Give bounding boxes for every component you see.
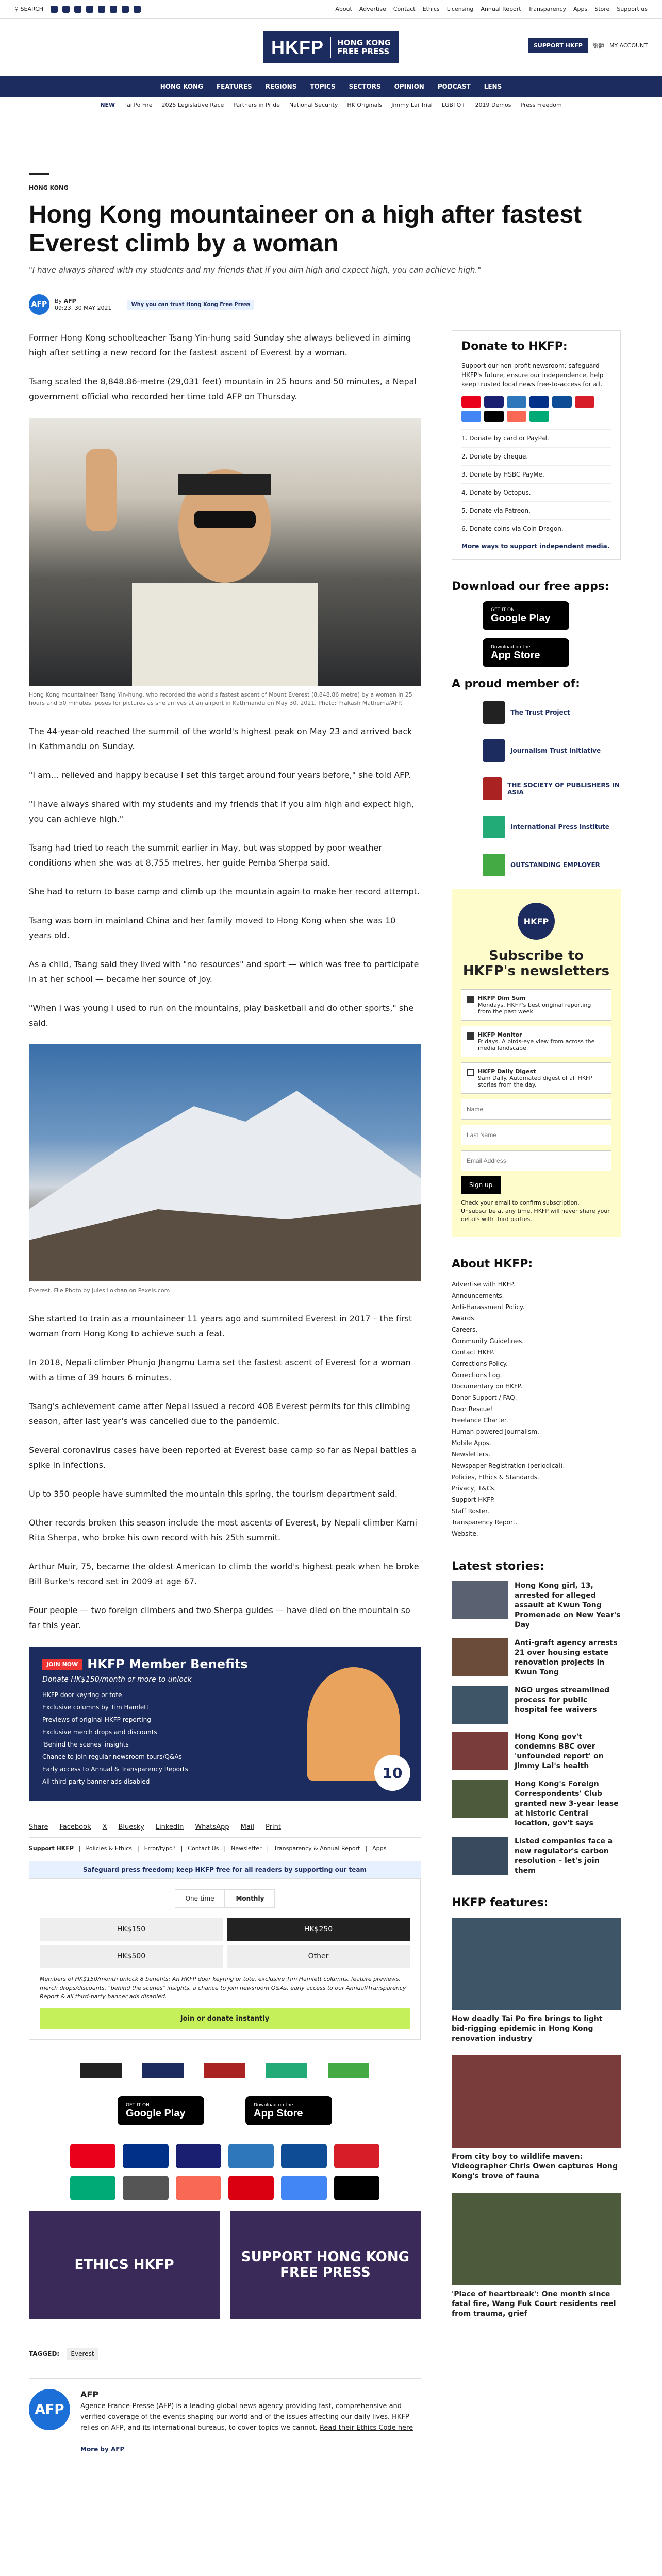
youtube-icon[interactable]	[98, 6, 105, 13]
patreon-icon	[507, 411, 526, 422]
divider	[29, 173, 49, 175]
telegram-icon[interactable]	[110, 6, 117, 13]
applepay-icon	[484, 411, 504, 422]
octopus-icon	[529, 411, 549, 422]
features-title: HKFP features:	[452, 1896, 549, 1909]
trending-item[interactable]: Jimmy Lai Trial	[391, 101, 433, 108]
feature-image[interactable]	[452, 1918, 621, 2010]
about-title: About HKFP:	[452, 1258, 533, 1270]
story-title[interactable]: Hong Kong's Foreign Correspondents' Club granted new 3-year lease at historic Central location, gov't says	[515, 1780, 619, 1827]
by-label: By	[55, 298, 62, 304]
story-thumbnail[interactable]	[452, 1638, 508, 1676]
nav-features[interactable]: FEATURES	[216, 83, 252, 90]
trending-bar	[0, 97, 662, 113]
about-link[interactable]: Staff Roster.	[452, 1507, 489, 1515]
about-link[interactable]: Newsletters.	[452, 1451, 490, 1458]
share-mail[interactable]: Mail	[240, 1823, 255, 1831]
nl-desc: 9am Daily. Automated digest of all HKFP stories from the day.	[478, 1075, 592, 1088]
octopus-icon	[70, 2176, 115, 2200]
about-link[interactable]: Advertise with HKFP.	[452, 1281, 515, 1288]
paragraph: Tsang's achievement came after Nepal issued a record 408 Everest permits for this climbing season, after last year's was cancelled due to the pandemic.	[29, 1401, 410, 1426]
join-donate-button[interactable]: Join or donate instantly	[40, 2008, 410, 2029]
article-header	[29, 113, 633, 315]
paragraph: Tsang scaled the 8,848.86-metre (29,031 feet) mountain in 25 hours and 50 minutes, a Nepal government official who recorded her time told AFP on Thursday.	[29, 377, 417, 401]
link-transparency[interactable]: Transparency & Annual Report	[274, 1845, 360, 1852]
amex-icon	[507, 396, 526, 408]
nl-name: HKFP Monitor	[478, 1031, 522, 1038]
topbar-link-store[interactable]: Store	[594, 6, 610, 12]
share-whatsapp[interactable]: WhatsApp	[195, 1823, 229, 1831]
ethics-code-link[interactable]: Read their Ethics Code here	[319, 2424, 413, 2432]
link-error[interactable]: Error/typo?	[144, 1845, 176, 1852]
member-logo[interactable]	[452, 813, 621, 841]
checkbox-checked[interactable]	[467, 996, 474, 1003]
ipi-icon	[483, 816, 505, 838]
feature-image[interactable]	[452, 2055, 621, 2148]
features-box	[452, 1896, 621, 2319]
threads-icon[interactable]	[86, 6, 93, 13]
latest-story[interactable]	[452, 1780, 621, 1828]
about-link[interactable]: Announcements.	[452, 1292, 504, 1299]
member-name: OUTSTANDING EMPLOYER	[510, 861, 600, 869]
top-bar	[0, 0, 662, 19]
member-logo[interactable]	[452, 737, 621, 765]
signup-button[interactable]: Sign up	[461, 1176, 501, 1194]
tsang-photo	[29, 418, 421, 686]
member-logos-row	[29, 2055, 421, 2086]
newsletter-box	[452, 889, 621, 1237]
author-box-name[interactable]: AFP	[80, 2389, 99, 2399]
topbar-link-transparency[interactable]: Transparency	[528, 6, 566, 12]
member-box	[452, 677, 621, 879]
anniversary-badge: 10	[374, 1755, 410, 1791]
about-link[interactable]: Support HKFP.	[452, 1496, 495, 1503]
paragraph: "I have always shared with my students and my friends that if you aim high and expect high, you can achieve high."	[29, 799, 414, 824]
story-thumbnail[interactable]	[452, 1686, 508, 1724]
trending-item[interactable]: National Security	[289, 101, 338, 108]
trust-project-logo[interactable]	[80, 2063, 122, 2078]
tags-row	[29, 2340, 421, 2358]
amount-option[interactable]: HK$150	[40, 1918, 223, 1941]
link-apps[interactable]: Apps	[372, 1845, 387, 1852]
photo-figure	[29, 418, 421, 686]
more-by-author-link[interactable]: More by AFP	[80, 2446, 125, 2453]
about-link[interactable]: Corrections Policy.	[452, 1360, 508, 1367]
everest-photo	[29, 1044, 421, 1281]
mastercard-icon	[70, 2144, 115, 2168]
paragraph: In 2018, Nepali climber Phunjo Jhangmu Lama set the fastest ascent of Everest for a woman with a time of 39 hours 6 minutes.	[29, 1358, 411, 1382]
trust-project-icon	[483, 701, 505, 724]
share-bluesky[interactable]: Bluesky	[118, 1823, 144, 1831]
unionpay-icon	[575, 396, 594, 408]
jti-icon	[483, 739, 505, 762]
about-link[interactable]: Website.	[452, 1530, 478, 1537]
amount-option-selected[interactable]: HK$250	[227, 1918, 410, 1941]
author-name[interactable]: AFP	[63, 298, 76, 304]
donate-intro[interactable]: Support our non-profit newsroom: safeguard HKFP's future, ensure our independence, help keep trusted local news free-to-access for all.	[461, 362, 604, 388]
checkbox[interactable]	[467, 1069, 474, 1076]
patreon-icon	[176, 2176, 221, 2200]
topbar-link-licensing[interactable]: Licensing	[446, 6, 474, 12]
as-small: Download on the	[254, 2102, 293, 2108]
payme-icon	[228, 2176, 274, 2200]
paragraph: Former Hong Kong schoolteacher Tsang Yin-hung said Sunday she always believed in aiming high after setting a new record for the fastest ascent of Everest by a woman.	[29, 333, 411, 358]
share-x[interactable]: X	[102, 1823, 107, 1831]
newsletter-option[interactable]	[461, 989, 611, 1021]
member-title: A proud member of:	[452, 677, 580, 690]
paypal-icon	[529, 396, 549, 408]
amex-icon	[228, 2144, 274, 2168]
latest-story[interactable]	[452, 1837, 621, 1876]
donate-option[interactable]: 5. Donate via Patreon.	[461, 501, 611, 519]
bluesky-icon[interactable]	[134, 6, 141, 13]
facebook-icon[interactable]	[51, 6, 58, 13]
donate-option[interactable]: 4. Donate by Octopus.	[461, 483, 611, 501]
jti-logo[interactable]	[142, 2063, 184, 2078]
paypal-icon	[123, 2144, 168, 2168]
nav-lens[interactable]: LENS	[484, 83, 502, 90]
ipi-logo[interactable]	[266, 2063, 307, 2078]
link-policies[interactable]: Policies & Ethics	[86, 1845, 132, 1852]
trending-item[interactable]: LGBTQ+	[441, 101, 466, 108]
visa-icon	[176, 2144, 221, 2168]
amount-option[interactable]: HK$500	[40, 1945, 223, 1968]
latest-list	[452, 1581, 621, 1876]
topbar-link-contact[interactable]: Contact	[393, 6, 416, 12]
nav-podcast[interactable]: PODCAST	[437, 83, 471, 90]
story-title[interactable]: Hong Kong gov't condemns BBC over 'unfounded report' on Jimmy Lai's health	[515, 1733, 604, 1770]
payment-icons	[70, 2144, 379, 2200]
nl-desc: Fridays. A birds-eye view from across the media landscape.	[478, 1038, 595, 1052]
share-linkedin[interactable]: LinkedIn	[155, 1823, 184, 1831]
nav-opinion[interactable]: OPINION	[394, 83, 424, 90]
ethics-promo[interactable]: ETHICS HKFP	[29, 2211, 220, 2319]
my-account-link[interactable]: MY ACCOUNT	[609, 42, 648, 49]
latest-title: Latest stories:	[452, 1560, 544, 1573]
article-title: Hong Kong mountaineer on a high after fastest Everest climb by a woman	[29, 201, 582, 257]
benefit-item: Chance to join regular newsroom tours/Q&As	[42, 1753, 182, 1760]
feature-title[interactable]: 'Place of heartbreak': One month since fatal fire, Wang Fuk Court residents reel from trauma, grief	[452, 2290, 616, 2318]
member-name: THE SOCIETY OF PUBLISHERS IN ASIA	[507, 782, 620, 796]
latest-story[interactable]	[452, 1581, 621, 1630]
story-title[interactable]: Anti-graft agency arrests 21 over housing estate renovation projects in Kwun Tong	[515, 1639, 618, 1676]
donate-banner[interactable]: Safeguard press freedom; keep HKFP free for all readers by supporting our team	[29, 1861, 421, 1878]
paragraph: Other records broken this season include the most ascents of Everest, by Nepali climber Kami Rita Sherpa, who broke his own record with his 25th summit.	[29, 1518, 417, 1543]
amount-option[interactable]: Other	[227, 1945, 410, 1968]
feature-title[interactable]: How deadly Tai Po fire brings to light bid-rigging epidemic in Hong Kong renovation industry	[452, 2015, 603, 2043]
member-name: International Press Institute	[510, 823, 609, 831]
x-icon[interactable]	[62, 6, 70, 13]
site-header	[0, 19, 662, 76]
story-title[interactable]: Hong Kong girl, 13, arrested for alleged assault at Kwun Tong Promenade on New Year's Day	[515, 1582, 621, 1629]
more-ways-link[interactable]: More ways to support independent media.	[461, 543, 610, 550]
nav-regions[interactable]: REGIONS	[265, 83, 297, 90]
member-logo[interactable]	[452, 699, 621, 726]
story-title[interactable]: NGO urges streamlined process for public hospital fee waivers	[515, 1686, 610, 1714]
story-thumbnail[interactable]	[452, 1581, 508, 1619]
apps-box	[452, 580, 621, 667]
apps-title: Download our free apps:	[452, 580, 609, 593]
donate-option[interactable]: 6. Donate coins via Coin Dragon.	[461, 519, 611, 537]
social-icons	[51, 6, 141, 13]
trending-item[interactable]: 2019 Demos	[475, 101, 511, 108]
paragraph: Several coronavirus cases have been reported at Everest base camp so far as Nepal battles a spike in infections.	[29, 1445, 417, 1470]
publish-date: 09:23, 30 MAY 2021	[55, 304, 112, 311]
trending-item[interactable]: Tai Po Fire	[124, 101, 153, 108]
mastercard-icon	[461, 396, 481, 408]
coin-icon	[123, 2176, 168, 2200]
benefit-item: Previews of original HKFP reporting	[42, 1716, 151, 1723]
share-label[interactable]: Share	[29, 1823, 48, 1831]
feature-image[interactable]	[452, 2193, 621, 2285]
about-link[interactable]: Newspaper Registration (periodical).	[452, 1462, 565, 1469]
applepay-icon	[334, 2176, 379, 2200]
newsletter-logo: HKFP	[518, 903, 555, 940]
features-list	[452, 1918, 621, 2319]
gp-small: GET IT ON	[491, 607, 515, 613]
author-box	[29, 2378, 421, 2455]
footer-links: Support HKFP | Policies & Ethics | Error/typo? | Contact Us | Newsletter | Transparency & Annual Report | Apps	[29, 1845, 387, 1852]
instagram-icon[interactable]	[74, 6, 81, 13]
jcb-icon	[552, 396, 572, 408]
donate-title: Donate to HKFP:	[461, 340, 568, 353]
checkbox-checked[interactable]	[467, 1032, 474, 1040]
nl-name: HKFP Dim Sum	[478, 995, 526, 1002]
latest-story[interactable]	[452, 1686, 621, 1724]
mountain-shape	[29, 1044, 421, 1281]
paragraph: Tsang had tried to reach the summit earlier in May, but was stopped by poor weather conditions when she was at 8,755 metres, her guide Pemba Sherpa said.	[29, 843, 383, 868]
visa-icon	[484, 396, 504, 408]
trending-item[interactable]: Partners in Pride	[233, 101, 280, 108]
trending-item[interactable]: HK Originals	[347, 101, 383, 108]
member-name: The Trust Project	[510, 709, 570, 716]
benefit-item: 'Behind the scenes' insights	[42, 1741, 129, 1748]
nav-hong-kong[interactable]: HONG KONG	[160, 83, 203, 90]
author-avatar[interactable]: AFP	[29, 294, 49, 315]
tag-everest[interactable]: Everest	[67, 2348, 98, 2360]
gp-label: Google Play	[491, 612, 551, 624]
benefits-note: Members of HK$150/month unlock 8 benefits: An HKFP door keyring or tote, exclusive Tim Hamlett columns, feature previews, merch drops/discounts, "behind the scenes" insights, a chance to join newsroom Q&As, early access to our Annual/Transparency Report & all third-party banner ads disabled.	[40, 1976, 406, 2000]
latest-box	[452, 1560, 621, 1876]
google-play-button[interactable]	[118, 2096, 204, 2125]
donation-form	[29, 1878, 421, 2040]
paragraph: "When I was young I used to run on the mountains, play basketball and do other sports," she said.	[29, 1003, 414, 1028]
nl-desc: Mondays. HKFP's best original reporting from the past week.	[478, 1002, 591, 1015]
trending-new-label: NEW	[100, 101, 115, 108]
member-benefits-promo[interactable]	[29, 1647, 421, 1801]
main-nav	[0, 76, 662, 97]
trending-item[interactable]: 2025 Legislative Race	[161, 101, 224, 108]
card-icons	[461, 396, 611, 422]
paragraph: "I am… relieved and happy because I set this target around four years before," she told AFP.	[29, 770, 411, 780]
trending-item[interactable]: Press Freedom	[520, 101, 562, 108]
app-store-button[interactable]	[483, 638, 569, 667]
paragraph: As a child, Tsang said they lived with "no resources" and sport — which was free to participate in at her school — became her source of joy.	[29, 959, 419, 984]
logo-line1: HONG KONG	[337, 38, 391, 47]
section-label[interactable]: HONG KONG	[29, 184, 69, 191]
donate-option[interactable]: 2. Donate by cheque.	[461, 447, 611, 465]
benefit-item: Early access to Annual & Transparency Reports	[42, 1766, 188, 1773]
email-input[interactable]	[461, 1150, 611, 1171]
support-hkfp-button[interactable]: SUPPORT HKFP	[528, 38, 588, 53]
support-promo[interactable]: SUPPORT HONG KONG FREE PRESS	[230, 2211, 421, 2319]
about-list	[452, 1279, 621, 1539]
member-name: Journalism Trust Initiative	[510, 747, 601, 754]
share-print[interactable]: Print	[266, 1823, 281, 1831]
promo-sub: Donate HK$150/month or more to unlock	[42, 1675, 192, 1684]
benefit-item: Exclusive merch drops and discounts	[42, 1728, 157, 1736]
paragraph: Arthur Muir, 75, became the oldest American to climb the world's highest peak when he broke Bill Burke's record set in 2009 at age 67.	[29, 1562, 419, 1586]
about-box	[452, 1258, 621, 1539]
tab-one-time[interactable]: One-time	[175, 1889, 225, 1908]
benefit-item: HKFP door keyring or tote	[42, 1691, 122, 1699]
about-link[interactable]: Donor Support / FAQ.	[452, 1394, 517, 1401]
trust-link[interactable]: Why you can trust Hong Kong Free Press	[127, 300, 255, 310]
search-button[interactable]: ⚲ SEARCH	[14, 6, 44, 12]
donate-box	[452, 330, 621, 560]
benefit-item: All third-party banner ads disabled	[42, 1778, 150, 1785]
topbar-link-advertise[interactable]: Advertise	[359, 6, 386, 12]
sopa-icon	[483, 777, 502, 800]
hkfp-logo[interactable]	[263, 31, 399, 63]
about-link[interactable]: Policies, Ethics & Standards.	[452, 1473, 539, 1481]
about-link[interactable]: Awards.	[452, 1315, 476, 1322]
newsletter-fine-print: Check your email to confirm subscription. Unsubscribe at any time. HKFP will never share your details with third parties.	[461, 1199, 610, 1223]
donate-option[interactable]: 3. Donate by HSBC PayMe.	[461, 465, 611, 483]
app-store-button[interactable]	[245, 2096, 332, 2125]
donate-option[interactable]: 1. Donate by card or PayPal.	[461, 429, 611, 447]
promo-title: HKFP Member Benefits	[87, 1657, 248, 1671]
about-link[interactable]: Transparency Report.	[452, 1519, 518, 1526]
gp-label: Google Play	[126, 2107, 186, 2119]
topbar-link-support[interactable]: Support us	[617, 6, 648, 12]
photo-caption: Hong Kong mountaineer Tsang Yin-hung, who recorded the world's fastest ascent of Mount Everest (8,848.86 metre) by a woman in 25 hours and 50 minutes, poses for pictures as she arrives at an airport in Kathmandu on May 30, 2021. Photo: Prakash Mathema/AFP.	[29, 691, 412, 706]
paragraph: She started to train as a mountaineer 11 years ago and summited Everest in 2017 – the first woman from Hong Kong to achieve such a feat.	[29, 1314, 412, 1338]
nl-name: HKFP Daily Digest	[478, 1068, 536, 1075]
gp-small: GET IT ON	[126, 2102, 150, 2108]
link-newsletter[interactable]: Newsletter	[231, 1845, 262, 1852]
google-play-button[interactable]	[483, 601, 569, 630]
link-contact[interactable]: Contact Us	[188, 1845, 219, 1852]
tagged-label: TAGGED:	[29, 2350, 60, 2358]
about-link[interactable]: Documentary on HKFP.	[452, 1383, 523, 1390]
search-label: SEARCH	[20, 6, 44, 12]
as-small: Download on the	[491, 644, 531, 650]
employer-icon	[483, 854, 505, 876]
latest-story[interactable]	[452, 1638, 621, 1677]
sidebar	[452, 330, 621, 2455]
paragraph: Four people — two foreign climbers and two Sherpa guides — have died on the mountain so far this year.	[29, 1605, 410, 1630]
article-body	[29, 330, 421, 2455]
language-link[interactable]: 繁體	[592, 42, 604, 49]
first-name-input[interactable]	[461, 1099, 611, 1120]
share-bar	[29, 1817, 421, 1838]
about-link[interactable]: Careers.	[452, 1326, 478, 1333]
jcb-icon	[281, 2144, 326, 2168]
newsletter-title: Subscribe to HKFP's newsletters	[462, 948, 610, 979]
feature-title[interactable]: From city boy to wildlife maven: Videographer Chris Owen captures Hong Kong's trove of fauna	[452, 2153, 618, 2180]
last-name-input[interactable]	[461, 1125, 611, 1145]
topbar-link-about[interactable]: About	[335, 6, 352, 12]
nav-topics[interactable]: TOPICS	[310, 83, 336, 90]
logo-line2: FREE PRESS	[337, 47, 390, 56]
paragraph: Up to 350 people have summited the mountain this spring, the tourism department said.	[29, 1489, 398, 1499]
gpay-icon	[461, 411, 481, 422]
story-thumbnail[interactable]	[452, 1732, 508, 1770]
story-thumbnail[interactable]	[452, 1837, 508, 1875]
about-link[interactable]: Privacy, T&Cs.	[452, 1485, 496, 1492]
paragraph: Tsang was born in mainland China and her family moved to Hong Kong when she was 10 years old.	[29, 916, 396, 940]
paragraph: She had to return to base camp and climb up the mountain again to make her record attempt.	[29, 887, 420, 896]
as-label: App Store	[254, 2107, 303, 2119]
about-link[interactable]: Human-powered Journalism.	[452, 1428, 539, 1435]
about-link[interactable]: Contact HKFP.	[452, 1349, 495, 1356]
newsletter-option[interactable]	[461, 1026, 611, 1057]
employer-logo[interactable]	[328, 2063, 369, 2078]
byline	[29, 294, 633, 315]
as-label: App Store	[491, 649, 540, 661]
author-avatar-large[interactable]: AFP	[29, 2389, 70, 2430]
join-now-badge: JOIN NOW	[42, 1659, 82, 1670]
paragraph: The 44-year-old reached the summit of the world's highest peak on May 23 and arrived back in Kathmandu on Sunday.	[29, 726, 412, 751]
topbar-link-annual-report[interactable]: Annual Report	[481, 6, 521, 12]
story-thumbnail[interactable]	[452, 1780, 508, 1818]
nav-sectors[interactable]: SECTORS	[349, 83, 381, 90]
latest-story[interactable]	[452, 1732, 621, 1771]
benefit-item: Exclusive columns by Tim Hamlett	[42, 1704, 149, 1711]
about-link[interactable]: Freelance Charter.	[452, 1417, 508, 1424]
member-logo[interactable]	[452, 851, 621, 879]
unionpay-icon	[334, 2144, 379, 2168]
about-link[interactable]: Community Guidelines.	[452, 1337, 524, 1345]
link-support[interactable]: Support HKFP	[29, 1845, 74, 1852]
topbar-link-apps[interactable]: Apps	[573, 6, 588, 12]
linkedin-icon[interactable]	[122, 6, 129, 13]
newsletter-option[interactable]	[461, 1062, 611, 1094]
about-link[interactable]: Door Rescue!	[452, 1405, 493, 1413]
topbar-link-ethics[interactable]: Ethics	[422, 6, 440, 12]
photo-caption: Everest. File Photo by Jules Lokhan on Pexels.com	[29, 1287, 170, 1294]
tab-monthly[interactable]: Monthly	[225, 1889, 275, 1908]
sopa-logo[interactable]	[204, 2063, 245, 2078]
about-link[interactable]: Anti-Harassment Policy.	[452, 1303, 525, 1311]
about-link[interactable]: Corrections Log.	[452, 1371, 502, 1379]
logo-text: HKFP	[271, 37, 331, 58]
about-link[interactable]: Mobile Apps.	[452, 1439, 491, 1447]
share-facebook[interactable]: Facebook	[59, 1823, 91, 1831]
article-subtitle: "I have always shared with my students and my friends that if you aim high and expect high, you can achieve high."	[29, 265, 482, 275]
gpay-icon	[281, 2176, 326, 2200]
member-logo[interactable]	[452, 775, 621, 803]
story-title[interactable]: Listed companies face a new regulator's carbon resolution – let's join them	[515, 1837, 613, 1875]
author-bio: Agence France-Presse (AFP) is a leading global news agency providing fast, comprehensive and verified coverage of the events shaping our world and of the issues affecting our daily lives. HKFP relies on AFP, and its international bureaus, to cover topics we cannot.	[80, 2402, 409, 2432]
